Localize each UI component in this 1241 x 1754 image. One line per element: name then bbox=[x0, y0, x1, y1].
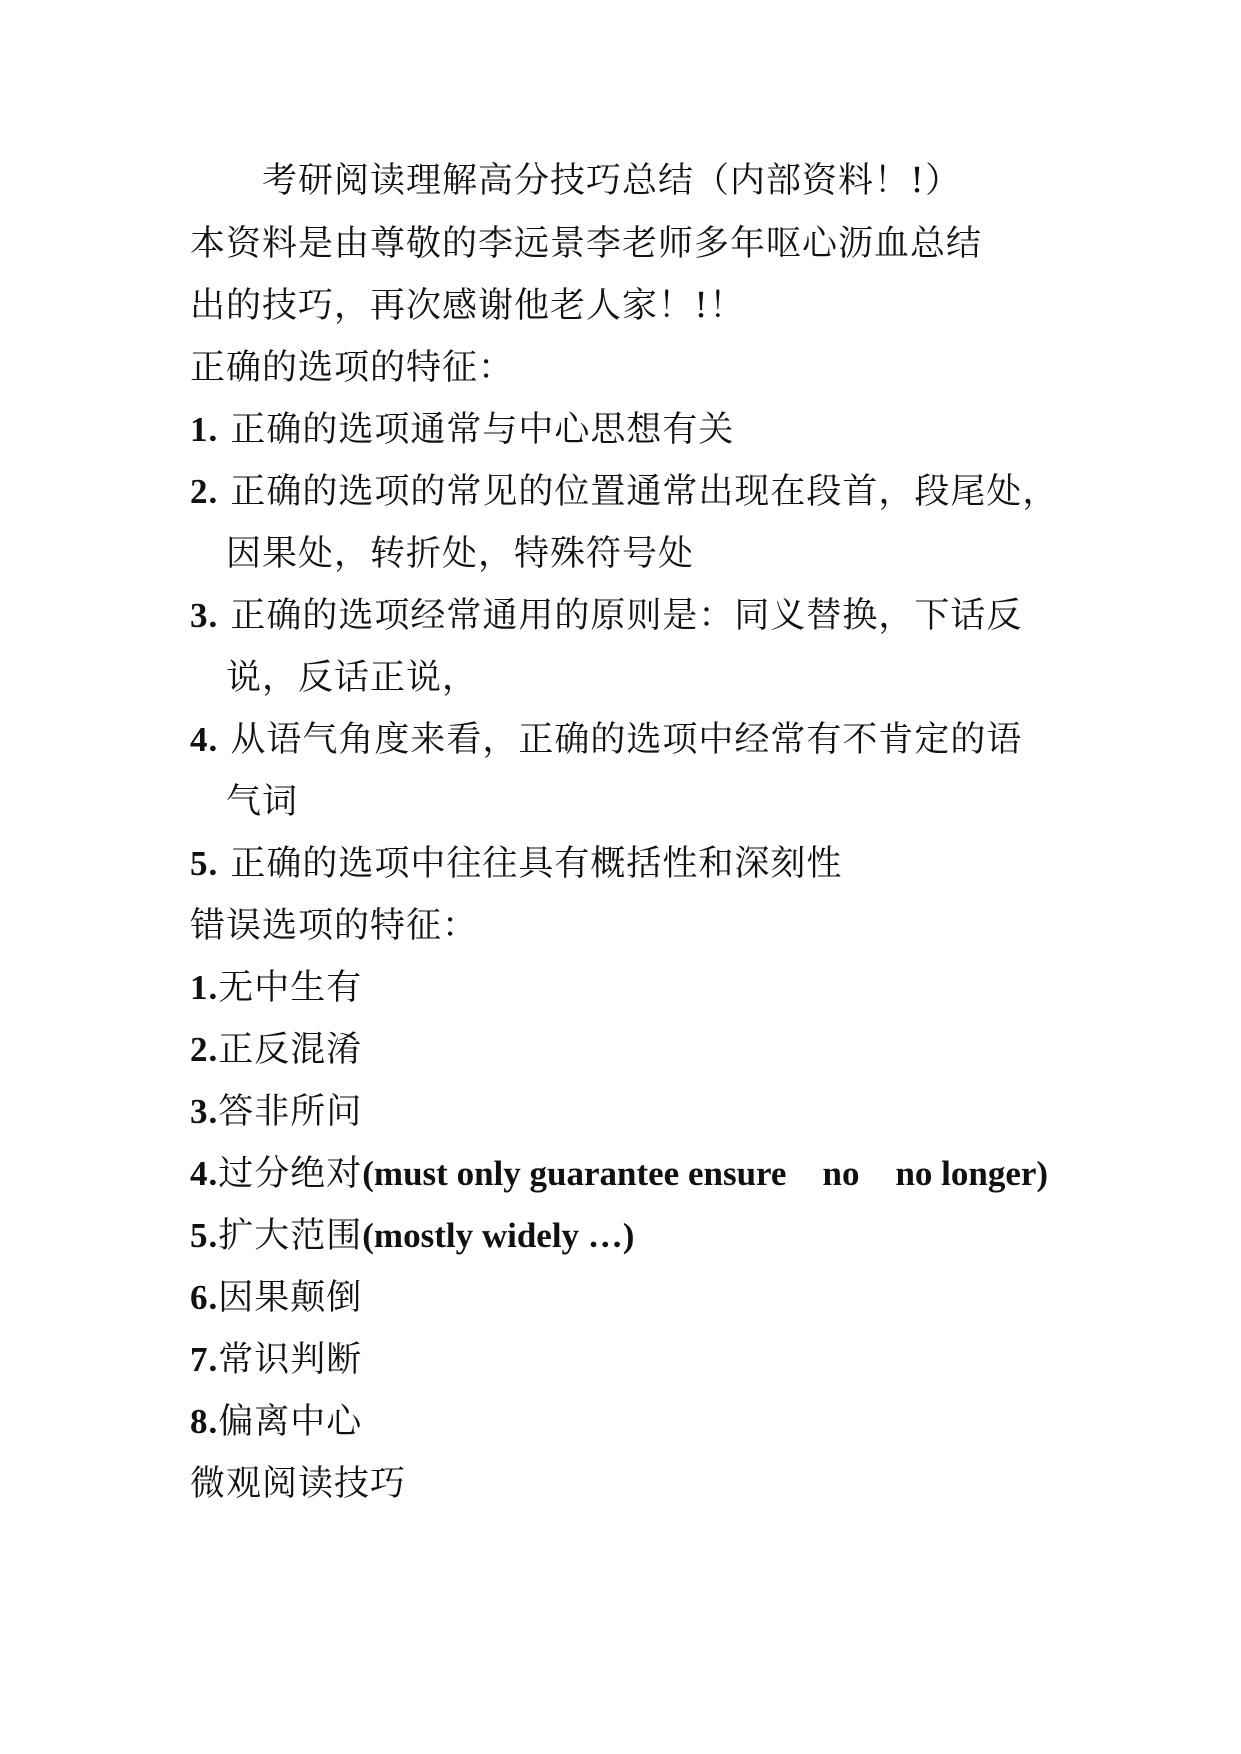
correct-item-3-continued: 说，反话正说， bbox=[226, 658, 479, 698]
item-number: 5. bbox=[190, 1216, 219, 1255]
correct-item-2-continued: 因果处，转折处，特殊符号处 bbox=[226, 534, 695, 574]
wrong-item-1 bbox=[190, 966, 362, 1010]
item-number: 2. bbox=[190, 472, 219, 511]
item-number: 1. bbox=[190, 968, 219, 1007]
item-number: 2. bbox=[190, 1030, 219, 1069]
item-text: 正确的选项中往往具有概括性和深刻性 bbox=[230, 844, 843, 884]
item-number: 3. bbox=[190, 1092, 219, 1131]
wrong-item-6 bbox=[190, 1276, 362, 1320]
item-text: 正确的选项经常通用的原则是：同义替换，下话反 bbox=[230, 596, 1023, 636]
item-number: 1. bbox=[190, 410, 219, 449]
wrong-item-4 bbox=[190, 1152, 1048, 1196]
correct-item-5 bbox=[190, 842, 842, 886]
item-text: 正确的选项通常与中心思想有关 bbox=[230, 410, 735, 450]
wrong-item-5 bbox=[190, 1214, 634, 1258]
wrong-item-3 bbox=[190, 1090, 362, 1134]
item-text: 无中生有 bbox=[218, 968, 363, 1008]
item-examples: (mostly widely …) bbox=[362, 1216, 635, 1255]
item-text: 正确的选项的常见的位置通常出现在段首，段尾处， bbox=[230, 472, 1059, 512]
micro-reading-heading: 微观阅读技巧 bbox=[190, 1464, 407, 1504]
item-number: 4. bbox=[190, 1154, 219, 1193]
item-number: 5. bbox=[190, 844, 219, 883]
item-examples: no longer) bbox=[895, 1154, 1049, 1193]
item-text: 常识判断 bbox=[218, 1340, 363, 1380]
intro-line-1: 本资料是由尊敬的李远景李老师多年呕心沥血总结 bbox=[190, 224, 983, 264]
correct-item-1 bbox=[190, 408, 734, 452]
wrong-item-7 bbox=[190, 1338, 362, 1382]
correct-item-4-continued: 气词 bbox=[226, 782, 299, 822]
correct-item-4 bbox=[190, 718, 1022, 762]
correct-item-2 bbox=[190, 470, 1058, 514]
item-text: 偏离中心 bbox=[218, 1402, 363, 1442]
wrong-options-heading: 错误选项的特征： bbox=[190, 906, 479, 946]
item-number: 7. bbox=[190, 1340, 219, 1379]
item-examples: (must only guarantee ensure bbox=[362, 1154, 787, 1193]
item-examples: no bbox=[822, 1154, 860, 1193]
item-number: 3. bbox=[190, 596, 219, 635]
wrong-item-8 bbox=[190, 1400, 362, 1444]
correct-item-3 bbox=[190, 594, 1022, 638]
correct-options-heading: 正确的选项的特征： bbox=[190, 348, 515, 388]
page-title: 考研阅读理解高分技巧总结（内部资料！!） bbox=[262, 161, 962, 201]
item-text: 扩大范围 bbox=[218, 1216, 363, 1256]
item-text: 正反混淆 bbox=[218, 1030, 363, 1070]
item-text: 从语气角度来看，正确的选项中经常有不肯定的语 bbox=[230, 720, 1023, 760]
item-text: 答非所问 bbox=[218, 1092, 363, 1132]
item-number: 6. bbox=[190, 1278, 219, 1317]
item-number: 4. bbox=[190, 720, 219, 759]
wrong-item-2 bbox=[190, 1028, 362, 1072]
item-text: 过分绝对 bbox=[218, 1154, 363, 1194]
item-text: 因果颠倒 bbox=[218, 1278, 363, 1318]
item-number: 8. bbox=[190, 1402, 219, 1441]
intro-line-2: 出的技巧，再次感谢他老人家！!！ bbox=[190, 286, 746, 326]
